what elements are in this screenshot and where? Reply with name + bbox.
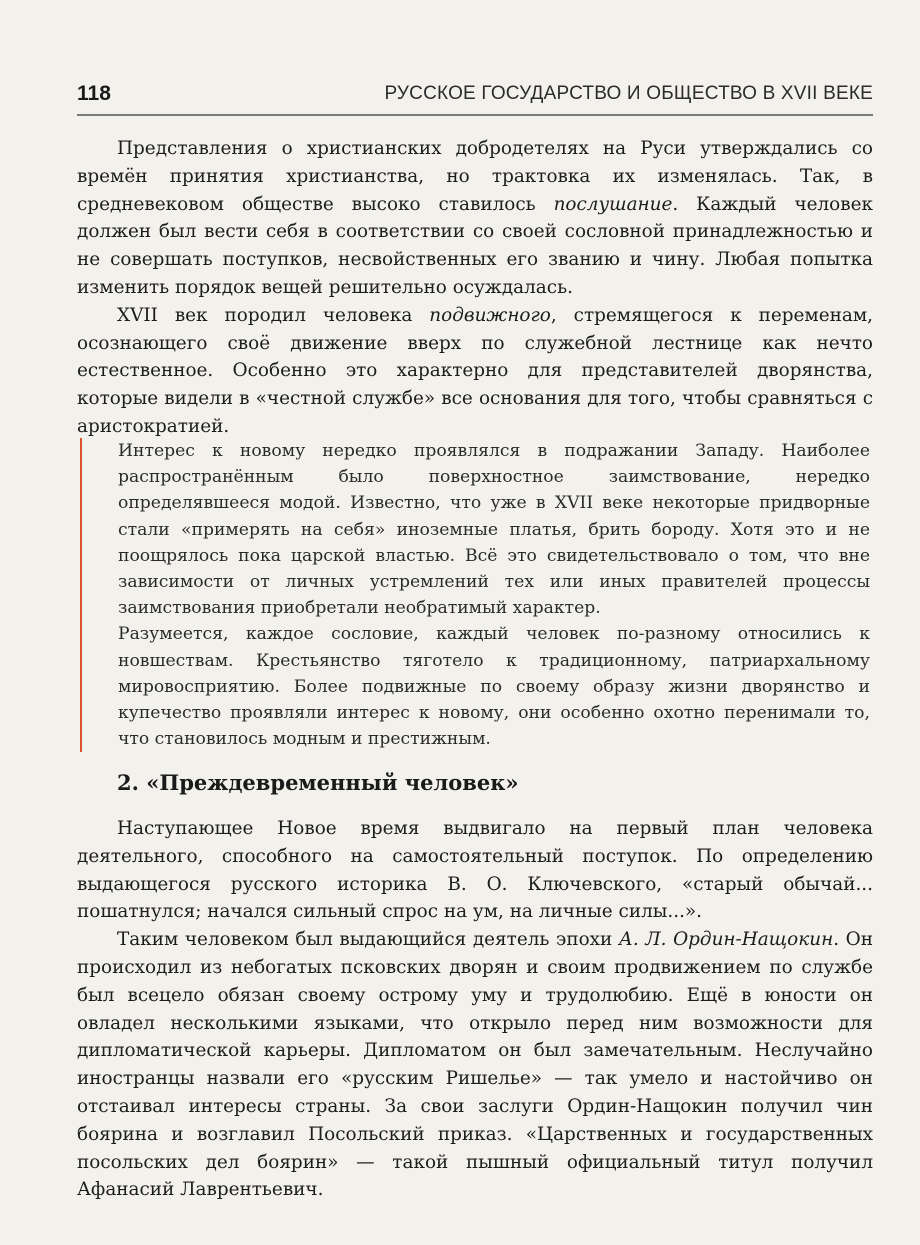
- header-rule: [77, 114, 873, 116]
- aside-block: [80, 438, 870, 752]
- running-title: РУССКОЕ ГОСУДАРСТВО И ОБЩЕСТВО В XVII ВЕКЕ: [384, 83, 873, 104]
- emphasis-obedience: послушание: [553, 193, 673, 215]
- aside-paragraph-2: Разумеется, каждое сословие, каждый человек по-разному относились к новшествам. Крестьянство тяготело к традиционному, патриархальному мировосприятию. Более подвижные по своему образу жизни дворянство и купечество проявляли интерес к новому, они особенно охотно перенимали то, что становилось модным и престижным.: [118, 624, 870, 750]
- page-header: [77, 82, 873, 110]
- emphasis-mobile: подвижного: [429, 304, 551, 326]
- section-heading: 2. «Преждевременный человек»: [117, 770, 519, 795]
- intro-text: [77, 135, 873, 441]
- aside-paragraph-1: Интерес к новому нередко проявлялся в подражании Западу. Наиболее распространённым было поверхностное заимствование, нередко определявшееся модой. Известно, что уже в XVII веке некоторые придворные стали «примерять на себя» иноземные платья, брить бороду. Хотя это и не поощрялось пока царской властью. Всё это свидетельствовало о том, что вне зависимости от личных устремлений тех или иных правителей процессы заимствования приобретали необратимый характер.: [118, 441, 870, 619]
- emphasis-person-name: А. Л. Ордин-Нащокин: [618, 929, 834, 951]
- section-paragraph-1: Наступающее Новое время выдвигало на первый план человека деятельного, способного на самостоятельный поступок. По определению выдающегося русского историка В. О. Ключевского, «старый обычай... пошатнулся; начался сильный спрос на ум, на личные силы...».: [77, 818, 873, 923]
- section-text: [77, 815, 873, 1204]
- intro-paragraph-1: Представления о христианских добродетелях на Руси утверждались со времён принятия христианства, но трактовка их изменялась. Так, в средневековом обществе высоко ставилось послушание. Каждый человек должен был вести себя в соответствии со своей сословной принадлежностью и не совершать поступков, несвойственных его званию и чину. Любая попытка изменить порядок вещей решительно осуждалась.: [77, 138, 873, 298]
- section-paragraph-2: Таким человеком был выдающийся деятель эпохи А. Л. Ордин-Нащокин. Он происходил из небогатых псковских дворян и своим продвижением по службе был всецело обязан своему острому уму и трудолюбию. Ещё в юности он овладел несколькими языками, что открыло перед ним возможности для дипломатической карьеры. Дипломатом он был замечательным. Неслучайно иностранцы назвали его «русским Ришелье» — так умело и настойчиво он отстаивал интересы страны. За свои заслуги Ордин-Нащокин получил чин боярина и возглавил Посольский приказ. «Царственных и государственных посольских дел боярин» — такой пышный официальный титул получил Афанасий Лаврентьевич.: [77, 929, 873, 1201]
- page-number: 118: [77, 82, 111, 105]
- intro-paragraph-2: XVII век породил человека подвижного, стремящегося к переменам, осознающего своё движение вверх по служебной лестнице как нечто естественное. Особенно это характерно для представителей дворянства, которые видели в «честной службе» все основания для того, чтобы сравняться с аристократией.: [77, 304, 873, 437]
